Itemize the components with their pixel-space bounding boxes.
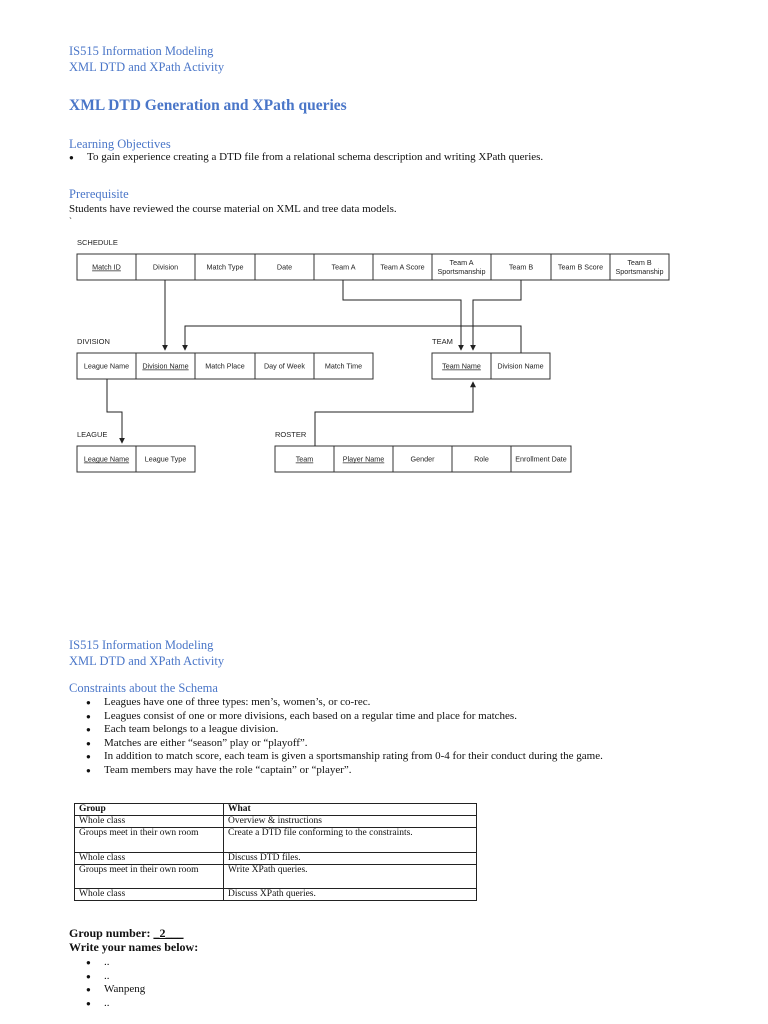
activity-name: XML DTD and XPath Activity (69, 653, 225, 668)
field-division-name: Division Name (142, 361, 189, 371)
field-team-a: Team A (331, 262, 356, 272)
constraints-list (70, 696, 750, 777)
cell-group: Groups meet in their own room (75, 828, 224, 853)
field-team-b-score: Team B Score (557, 262, 604, 272)
table-row (75, 853, 477, 865)
field-match-type: Match Type (206, 262, 244, 272)
prerequisite-text: Students have reviewed the course material on XML and tree data models. (69, 203, 397, 215)
list-item: ● Team members may have the role “captain” or “player”. (70, 764, 750, 778)
name-item[interactable]: ● .. (70, 970, 470, 984)
list-item: ● Each team belongs to a league division. (70, 723, 750, 737)
cell-group: Whole class (75, 889, 224, 901)
field-roster-team: Team (295, 454, 314, 464)
group-number-label: Group number: (69, 926, 151, 940)
field-team-division-name: Division Name (497, 361, 544, 371)
cell-what: Write XPath queries. (224, 865, 477, 889)
table-row (75, 828, 477, 853)
list-item: ● Leagues have one of three types: men’s, women’s, or co-rec. (70, 696, 750, 710)
field-division: Division (152, 262, 179, 272)
list-item: ● Leagues consist of one or more divisions, each based on a regular time and place for matches. (70, 710, 750, 724)
roster-label: ROSTER (275, 430, 307, 439)
prerequisite-heading: Prerequisite (69, 187, 129, 201)
team-label: TEAM (432, 337, 453, 346)
page-title: XML DTD Generation and XPath queries (69, 97, 347, 114)
cell-what: Overview & instructions (224, 816, 477, 828)
course-header (69, 44, 224, 75)
course-name: IS515 Information Modeling (69, 44, 214, 58)
stray-tick: ` (69, 216, 72, 226)
field-gender: Gender (410, 454, 435, 464)
cell-what: Discuss DTD files. (224, 853, 477, 865)
names-list (70, 956, 470, 1010)
header-group: Group (75, 804, 224, 816)
course-header-2 (69, 638, 224, 669)
field-player-name: Player Name (342, 454, 385, 464)
field-league-league-name: League Name (83, 454, 130, 464)
field-team-name: Team Name (442, 361, 481, 371)
groups-table (74, 803, 477, 901)
field-date: Date (276, 262, 293, 272)
schema-diagram (64, 234, 684, 482)
league-label: LEAGUE (77, 430, 108, 439)
list-item: ● Matches are either “season” play or “playoff”. (70, 737, 750, 751)
field-league-type: League Type (144, 454, 187, 464)
activity-name: XML DTD and XPath Activity (69, 59, 225, 74)
field-match-place: Match Place (205, 361, 245, 371)
course-name: IS515 Information Modeling (69, 638, 214, 652)
table-row (75, 865, 477, 889)
name-item[interactable]: ● .. (70, 997, 470, 1011)
field-league-name: League Name (83, 361, 130, 371)
list-item: ● To gain experience creating a DTD file from a relational schema description and writing XPath queries. (53, 151, 733, 165)
list-item: ● In addition to match score, each team is given a sportsmanship rating from 0-4 for their conduct during the game. (70, 750, 750, 764)
field-role: Role (474, 454, 489, 464)
field-team-b-sportsmanship: Team B Sportsmanship (615, 258, 664, 276)
header-what: What (224, 804, 477, 816)
constraints-heading: Constraints about the Schema (69, 681, 218, 695)
field-team-a-sportsmanship: Team A Sportsmanship (437, 258, 486, 276)
field-match-id: Match ID (92, 262, 121, 272)
field-enrollment-date: Enrollment Date (515, 454, 567, 464)
schedule-label: SCHEDULE (77, 238, 118, 247)
cell-what: Discuss XPath queries. (224, 889, 477, 901)
field-day-of-week: Day of Week (263, 361, 306, 371)
name-item[interactable]: ● .. (70, 956, 470, 970)
cell-group: Whole class (75, 853, 224, 865)
table-row (75, 816, 477, 828)
group-number-value[interactable]: _2___ (153, 926, 184, 940)
field-team-a-score: Team A Score (380, 262, 425, 272)
table-row (75, 889, 477, 901)
field-match-time: Match Time (324, 361, 363, 371)
division-label: DIVISION (77, 337, 110, 346)
names-heading: Write your names below: (69, 940, 199, 954)
name-item[interactable]: ● Wanpeng (70, 983, 470, 997)
learning-objectives-heading: Learning Objectives (69, 137, 171, 151)
cell-group: Whole class (75, 816, 224, 828)
field-team-b: Team B (508, 262, 534, 272)
group-number (69, 926, 183, 941)
cell-what: Create a DTD file conforming to the constraints. (224, 828, 477, 853)
learning-objectives-list (53, 151, 733, 165)
table-header-row (75, 804, 477, 816)
cell-group: Groups meet in their own room (75, 865, 224, 889)
